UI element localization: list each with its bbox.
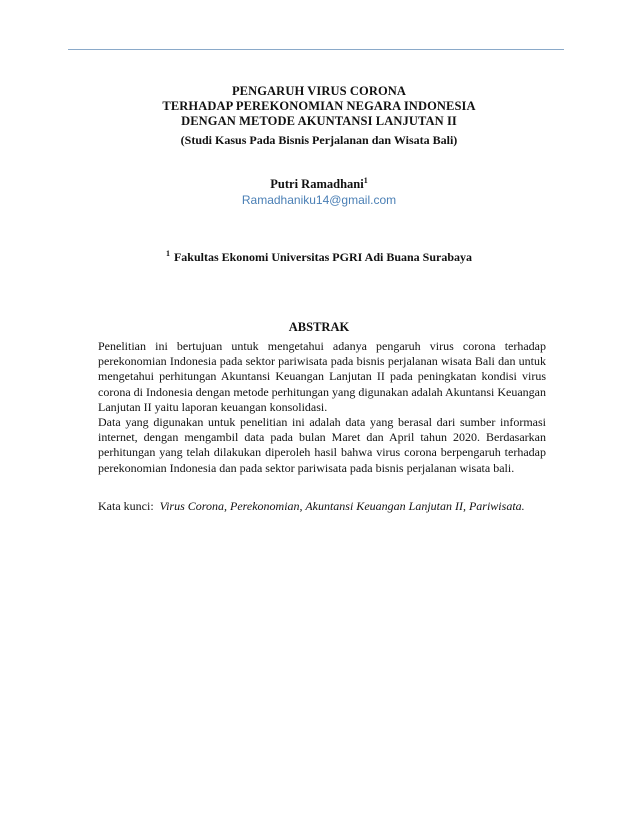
header-rule — [68, 49, 564, 50]
author-name — [0, 176, 638, 192]
subtitle: (Studi Kasus Pada Bisnis Perjalanan dan Wisata Bali) — [180, 133, 458, 147]
affiliation-text: Fakultas Ekonomi Universitas PGRI Adi Buana Surabaya — [173, 250, 473, 264]
abstract-heading: ABSTRAK — [288, 320, 350, 334]
keywords-label: Kata kunci: — [98, 499, 154, 513]
affiliation-superscript: 1 — [165, 249, 170, 258]
author-block — [0, 176, 638, 208]
author-superscript: 1 — [363, 175, 368, 185]
title-line-3: DENGAN METODE AKUNTANSI LANJUTAN II — [181, 114, 457, 128]
affiliation — [0, 249, 638, 265]
title-block — [0, 84, 638, 148]
abstract-paragraph-1: Penelitian ini bertujuan untuk mengetahui adanya pengaruh virus corona terhadap perekonomian Indonesia pada sektor pariwisata pada bisnis perjalanan wisata Bali dan untuk mengetahui perhitungan Akuntansi Keuangan Lanjutan II pada peningkatan kondisi virus corona di Indonesia dengan metode perhitungan yang digunakan adalah Akuntansi Keuangan Lanjutan II yaitu laporan keuangan konsolidasi. — [98, 339, 546, 414]
abstract-paragraph-2: Data yang digunakan untuk penelitian ini adalah data yang berasal dari sumber informasi internet, dengan mengambil data pada bulan Maret dan April tahun 2020. Berdasarkan perhitungan yang telah dilakukan diperoleh hasil bahwa virus corona berpengaruh terhadap perekonomian Indonesia dan pada sektor pariwisata pada bisnis perjalanan wisata bali. — [98, 415, 546, 475]
title-line-2: TERHADAP PEREKONOMIAN NEGARA INDONESIA — [162, 99, 476, 113]
keywords — [98, 498, 558, 514]
author-email[interactable]: Ramadhaniku14@gmail.com — [241, 193, 397, 207]
abstract-body — [98, 339, 546, 476]
title-line-1: PENGARUH VIRUS CORONA — [231, 84, 407, 98]
keywords-values: Virus Corona, Perekonomian, Akuntansi Keuangan Lanjutan II, Pariwisata. — [159, 499, 525, 513]
author-name-text: Putri Ramadhani — [270, 177, 364, 191]
